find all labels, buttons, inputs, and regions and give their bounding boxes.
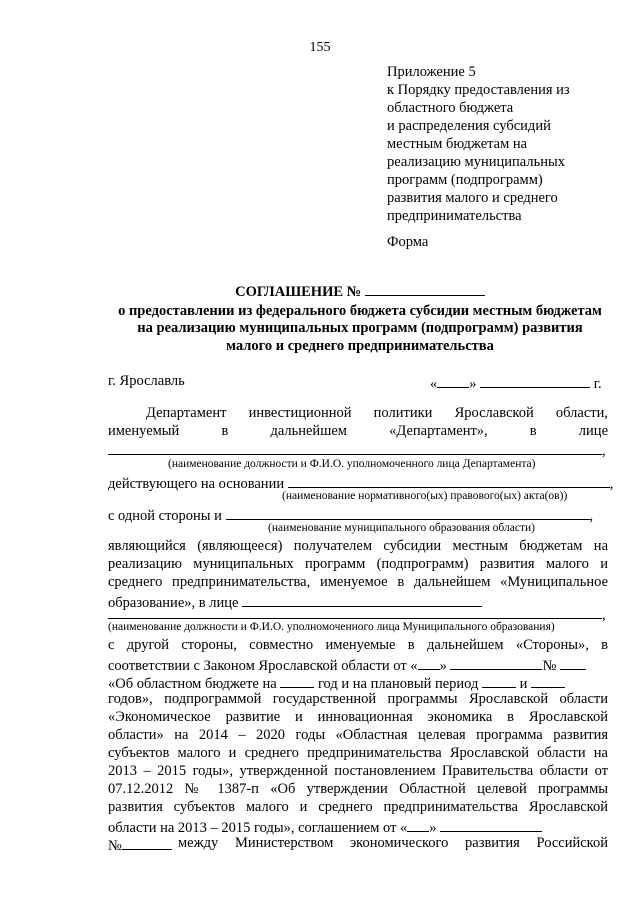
agreement-month-blank: [440, 817, 542, 832]
title-line-4: малого и среднего предпринимательства: [226, 338, 494, 354]
law-month-blank: [450, 655, 542, 670]
planning-year2-blank: [531, 673, 565, 688]
agreement-number-blank: [122, 835, 172, 850]
body-line: являющийся (являющееся) получателем субсидии местным бюджетам на: [108, 538, 608, 554]
body-line: субъектов малого и среднего предпринимательства Ярославской области на: [108, 745, 608, 761]
caption: (наименование нормативного(ых) правового(ых) акта(ов)): [282, 490, 568, 502]
place-of-signing: г. Ярославль: [108, 373, 185, 389]
body-line: [108, 835, 608, 855]
body-line: 2013 – 2015 годы», утвержденной постановлением Правительства области от: [108, 763, 608, 779]
agreement-date-label: области на 2013 – 2015 годы», соглашением от «: [108, 820, 408, 836]
body-line: [108, 440, 606, 460]
quote: »: [429, 820, 437, 836]
quote: »: [439, 658, 447, 674]
body-line: среднего предпринимательства, именуемое в дальнейшем «Муниципальное: [108, 574, 608, 590]
law-date-label: соответствии с Законом Ярославской области от «: [108, 658, 418, 674]
body-line: с другой стороны, совместно именуемые в дальнейшем «Стороны», в: [108, 637, 608, 653]
appendix-line: развития малого и среднего: [387, 190, 558, 206]
appendix-line: программ (подпрограмм): [387, 172, 543, 188]
title-line-2: о предоставлении из федерального бюджета субсидии местным бюджетам: [118, 303, 602, 319]
appendix-line: реализацию муниципальных: [387, 154, 565, 170]
body-line: Департамент инвестиционной политики Ярославской области,: [146, 405, 608, 421]
basis-label: действующего на основании: [108, 476, 285, 492]
law-number-blank: [560, 655, 586, 670]
body-line: «Экономическое развитие и инновационная экономика в Ярославской: [108, 709, 608, 725]
date-quote: »: [469, 376, 477, 392]
comma: ,: [589, 508, 594, 524]
page-number: 155: [309, 40, 331, 55]
comma: ,: [609, 476, 614, 492]
agreement-title-text: СОГЛАШЕНИЕ №: [235, 284, 362, 300]
day-blank: [437, 373, 469, 388]
caption: (наименование должности и Ф.И.О. уполномоченного лица Муниципального образования): [108, 621, 555, 633]
body-line: [108, 817, 542, 837]
body-line: развития субъектов малого и среднего предпринимательства Ярославской: [108, 799, 608, 815]
body-line: [108, 655, 586, 675]
agreement-number-blank: [365, 281, 485, 296]
title-line-3: на реализацию муниципальных программ (подпрограмм) развития: [137, 320, 583, 336]
agreement-number-group: [108, 835, 172, 855]
dept-official-blank: [108, 440, 602, 455]
body-line: области» на 2014 – 2020 годы «Областная целевая программа развития: [108, 727, 608, 743]
comma: ,: [602, 607, 606, 623]
muni-official-blank: [108, 604, 602, 619]
body-line: именуемый в дальнейшем «Департамент», в лице: [108, 423, 608, 439]
number-sign: №: [542, 658, 557, 674]
caption: (наименование должности и Ф.И.О. уполномоченного лица Департамента): [168, 458, 536, 470]
side-label: с одной стороны и: [108, 508, 222, 524]
month-blank: [480, 373, 590, 388]
appendix-line: областного бюджета: [387, 100, 514, 116]
budget-year-blank: [280, 673, 314, 688]
agreement-title: [0, 281, 640, 301]
planning-label: год и на плановый период: [317, 676, 479, 692]
appendix-line: к Порядку предоставления из: [387, 82, 570, 98]
law-day-blank: [418, 655, 440, 670]
number-sign: №: [108, 838, 122, 854]
form-label: Форма: [387, 234, 429, 250]
appendix-line: Приложение 5: [387, 64, 476, 80]
conjunction: и: [519, 676, 528, 692]
date-quote: «: [430, 376, 438, 392]
body-line: 07.12.2012 № 1387-п «Об утверждении Областной целевой программы: [108, 781, 608, 797]
agreement-day-blank: [407, 817, 429, 832]
representative-label: образование», в лице: [108, 595, 239, 611]
year-suffix: г.: [593, 376, 602, 392]
appendix-line: местным бюджетам на: [387, 136, 528, 152]
appendix-block: [387, 63, 627, 225]
appendix-line: и распределения субсидий: [387, 118, 551, 134]
body-line: [108, 673, 565, 693]
date-field: [430, 373, 602, 393]
municipality-blank: [226, 505, 590, 520]
caption: (наименование муниципального образования области): [268, 522, 535, 534]
budget-label: «Об областном бюджете на: [108, 676, 277, 692]
comma: ,: [602, 443, 606, 459]
ministry-text: между Министерством экономического развития Российской: [178, 835, 608, 851]
legal-act-blank: [288, 473, 610, 488]
body-line: реализацию муниципальных программ (подпрограмм) развития малого и: [108, 556, 608, 572]
appendix-line: предпринимательства: [387, 208, 522, 224]
body-line: годов», подпрограммой государственной программы Ярославской области: [108, 691, 608, 707]
planning-year1-blank: [482, 673, 516, 688]
